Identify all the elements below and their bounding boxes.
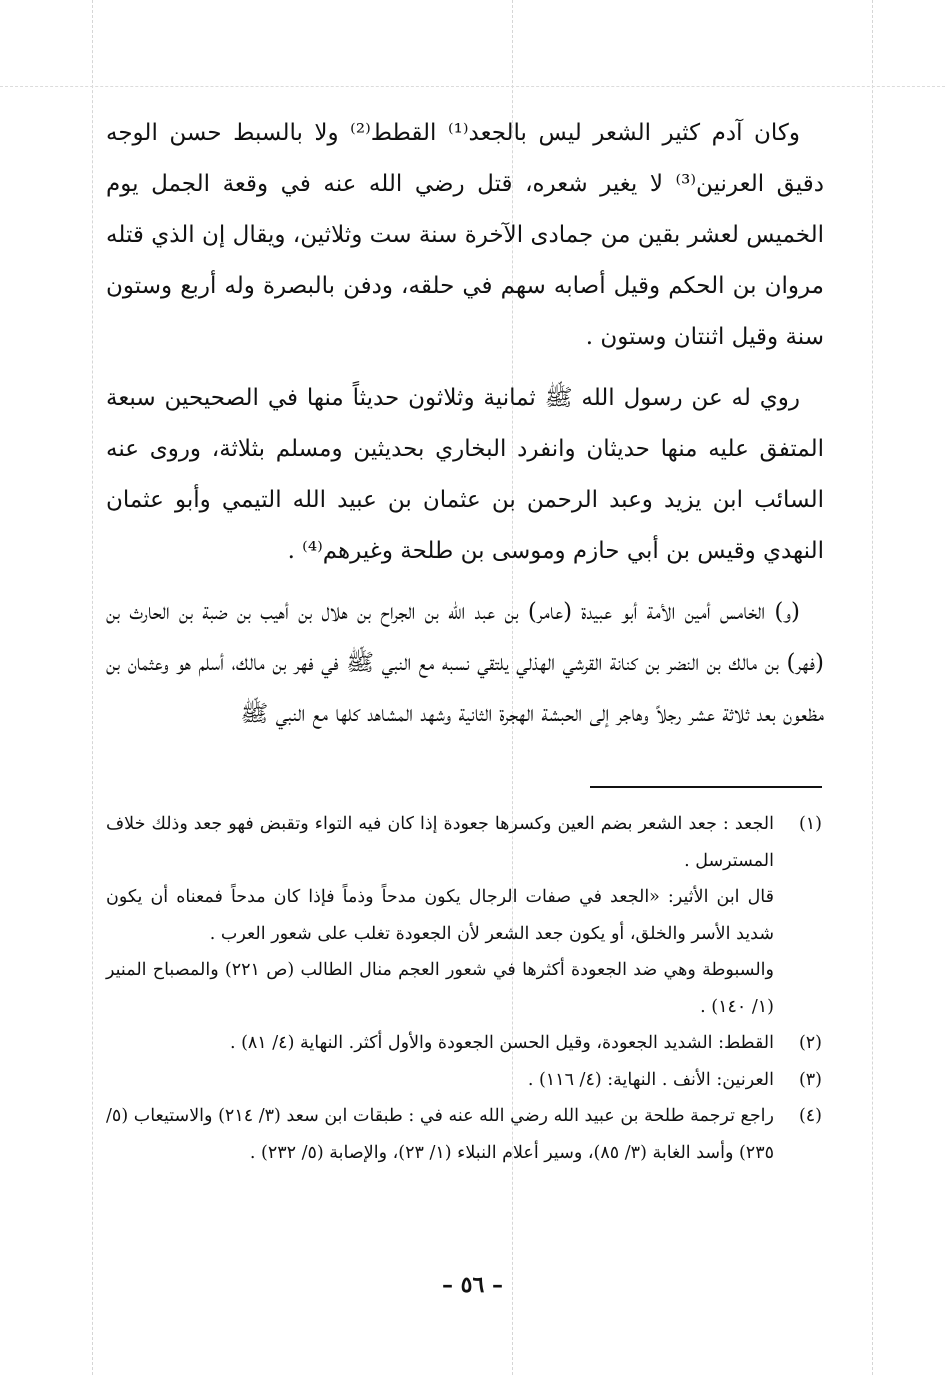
footnotes bbox=[106, 806, 822, 1171]
footnote-body bbox=[106, 1098, 774, 1171]
footnote-line: القطط: الشديد الجعودة، وقيل الحسن الجعودة والأول أكثر. النهاية (٤/ ٨١) . bbox=[229, 1033, 774, 1053]
footnote-3 bbox=[106, 1062, 822, 1099]
paragraph-1: وكان آدم كثير الشعر ليس بالجعد⁽¹⁾ القطط⁽²⁾ ولا بالسبط حسن الوجه دقيق العرنين⁽³⁾ لا يغير شعره، قتل رضي الله عنه في وقعة الجمل يوم الخميس لعشر بقين من جمادى الآخرة سنة ست وثلاثين، ويقال إن الذي قتله مروان بن الحكم وقيل أصابه سهم في حلقه، ودفن بالبصرة وله أربع وستون سنة وقيل اثنتان وستون . bbox=[106, 120, 824, 350]
footnote-body bbox=[106, 806, 774, 1025]
footnote-2 bbox=[106, 1025, 822, 1062]
paragraph-2: روي له عن رسول الله ﷺ ثمانية وثلاثون حديثاً منها في الصحيحين سبعة المتفق عليه منها حديثان وانفرد البخاري بحديثين ومسلم بثلاثة، وروى عنه السائب ابن يزيد وعبد الرحمن بن عثمان بن عبيد الله التيمي وأبو عثمان النهدي وقيس بن أبي حازم وموسى بن طلحة وغيرهم⁽⁴⁾ . bbox=[106, 385, 824, 564]
footnote-line: العرنين: الأنف . النهاية: (٤/ ١١٦) . bbox=[527, 1069, 774, 1090]
footnote-4 bbox=[106, 1098, 822, 1171]
footnote-body bbox=[106, 1025, 774, 1062]
paragraph-3: (و) الخامس أمين الأمة أبو عبيدة (عامر) بن عبد الله بن الجراح بن هلال بن أهيب بن ضبة بن الحارث بن (فهر) بن مالك بن النضر بن كنانة القرشي الهذلي يلتقي نسبه مع النبي ﷺ في فهر بن مالك، أسلم هو وعثمان بن مظعون بعد ثلاثة عشر رجلاً وهاجر إلى الحبشة الهجرة الثانية وشهد المشاهد كلها مع النبي ﷺ bbox=[106, 599, 824, 727]
footnote-line: قال ابن الأثير: «الجعد في صفات الرجال يكون مدحاً وذماً فإذا كان مدحاً فمعناه أن يكون شديد الأسر والخلق، أو يكون جعد الشعر لأن الجعودة تغلب على شعور العرب . bbox=[106, 887, 774, 944]
footnote-number: (١) bbox=[798, 814, 822, 834]
footnote-number: (٢) bbox=[798, 1033, 822, 1053]
footnote-line: الجعد : جعد الشعر بضم العين وكسرها جعودة إذا كان فيه التواء وتقبض فهو جعد وذلك خلاف المسترسل . bbox=[106, 814, 774, 871]
guide-line-left bbox=[92, 0, 93, 1375]
footnote-separator bbox=[590, 786, 822, 788]
footnote-line: والسبوطة وهي ضد الجعودة أكثرها في شعور العجم منال الطالب (ص ٢٢١) والمصباح المنير (١/ ١٤٠) . bbox=[106, 960, 774, 1017]
footnote-number: (٤) bbox=[798, 1106, 822, 1126]
footnote-body bbox=[106, 1062, 774, 1099]
footnote-1 bbox=[106, 806, 822, 1025]
page-number: – ٥٦ – bbox=[442, 1272, 503, 1298]
guide-line-right bbox=[872, 0, 873, 1375]
guide-line-top bbox=[0, 86, 945, 87]
footnote-line: راجع ترجمة طلحة بن عبيد الله رضي الله عنه في : طبقات ابن سعد (٣/ ٢١٤) والاستيعاب (٥/ ٢٣٥) وأسد الغابة (٣/ ٨٥)، وسير أعلام النبلاء (١/ ٢٣)، والإصابة (٥/ ٢٣٢) . bbox=[106, 1106, 774, 1163]
main-text bbox=[106, 108, 824, 750]
footnote-number: (٣) bbox=[798, 1069, 822, 1090]
